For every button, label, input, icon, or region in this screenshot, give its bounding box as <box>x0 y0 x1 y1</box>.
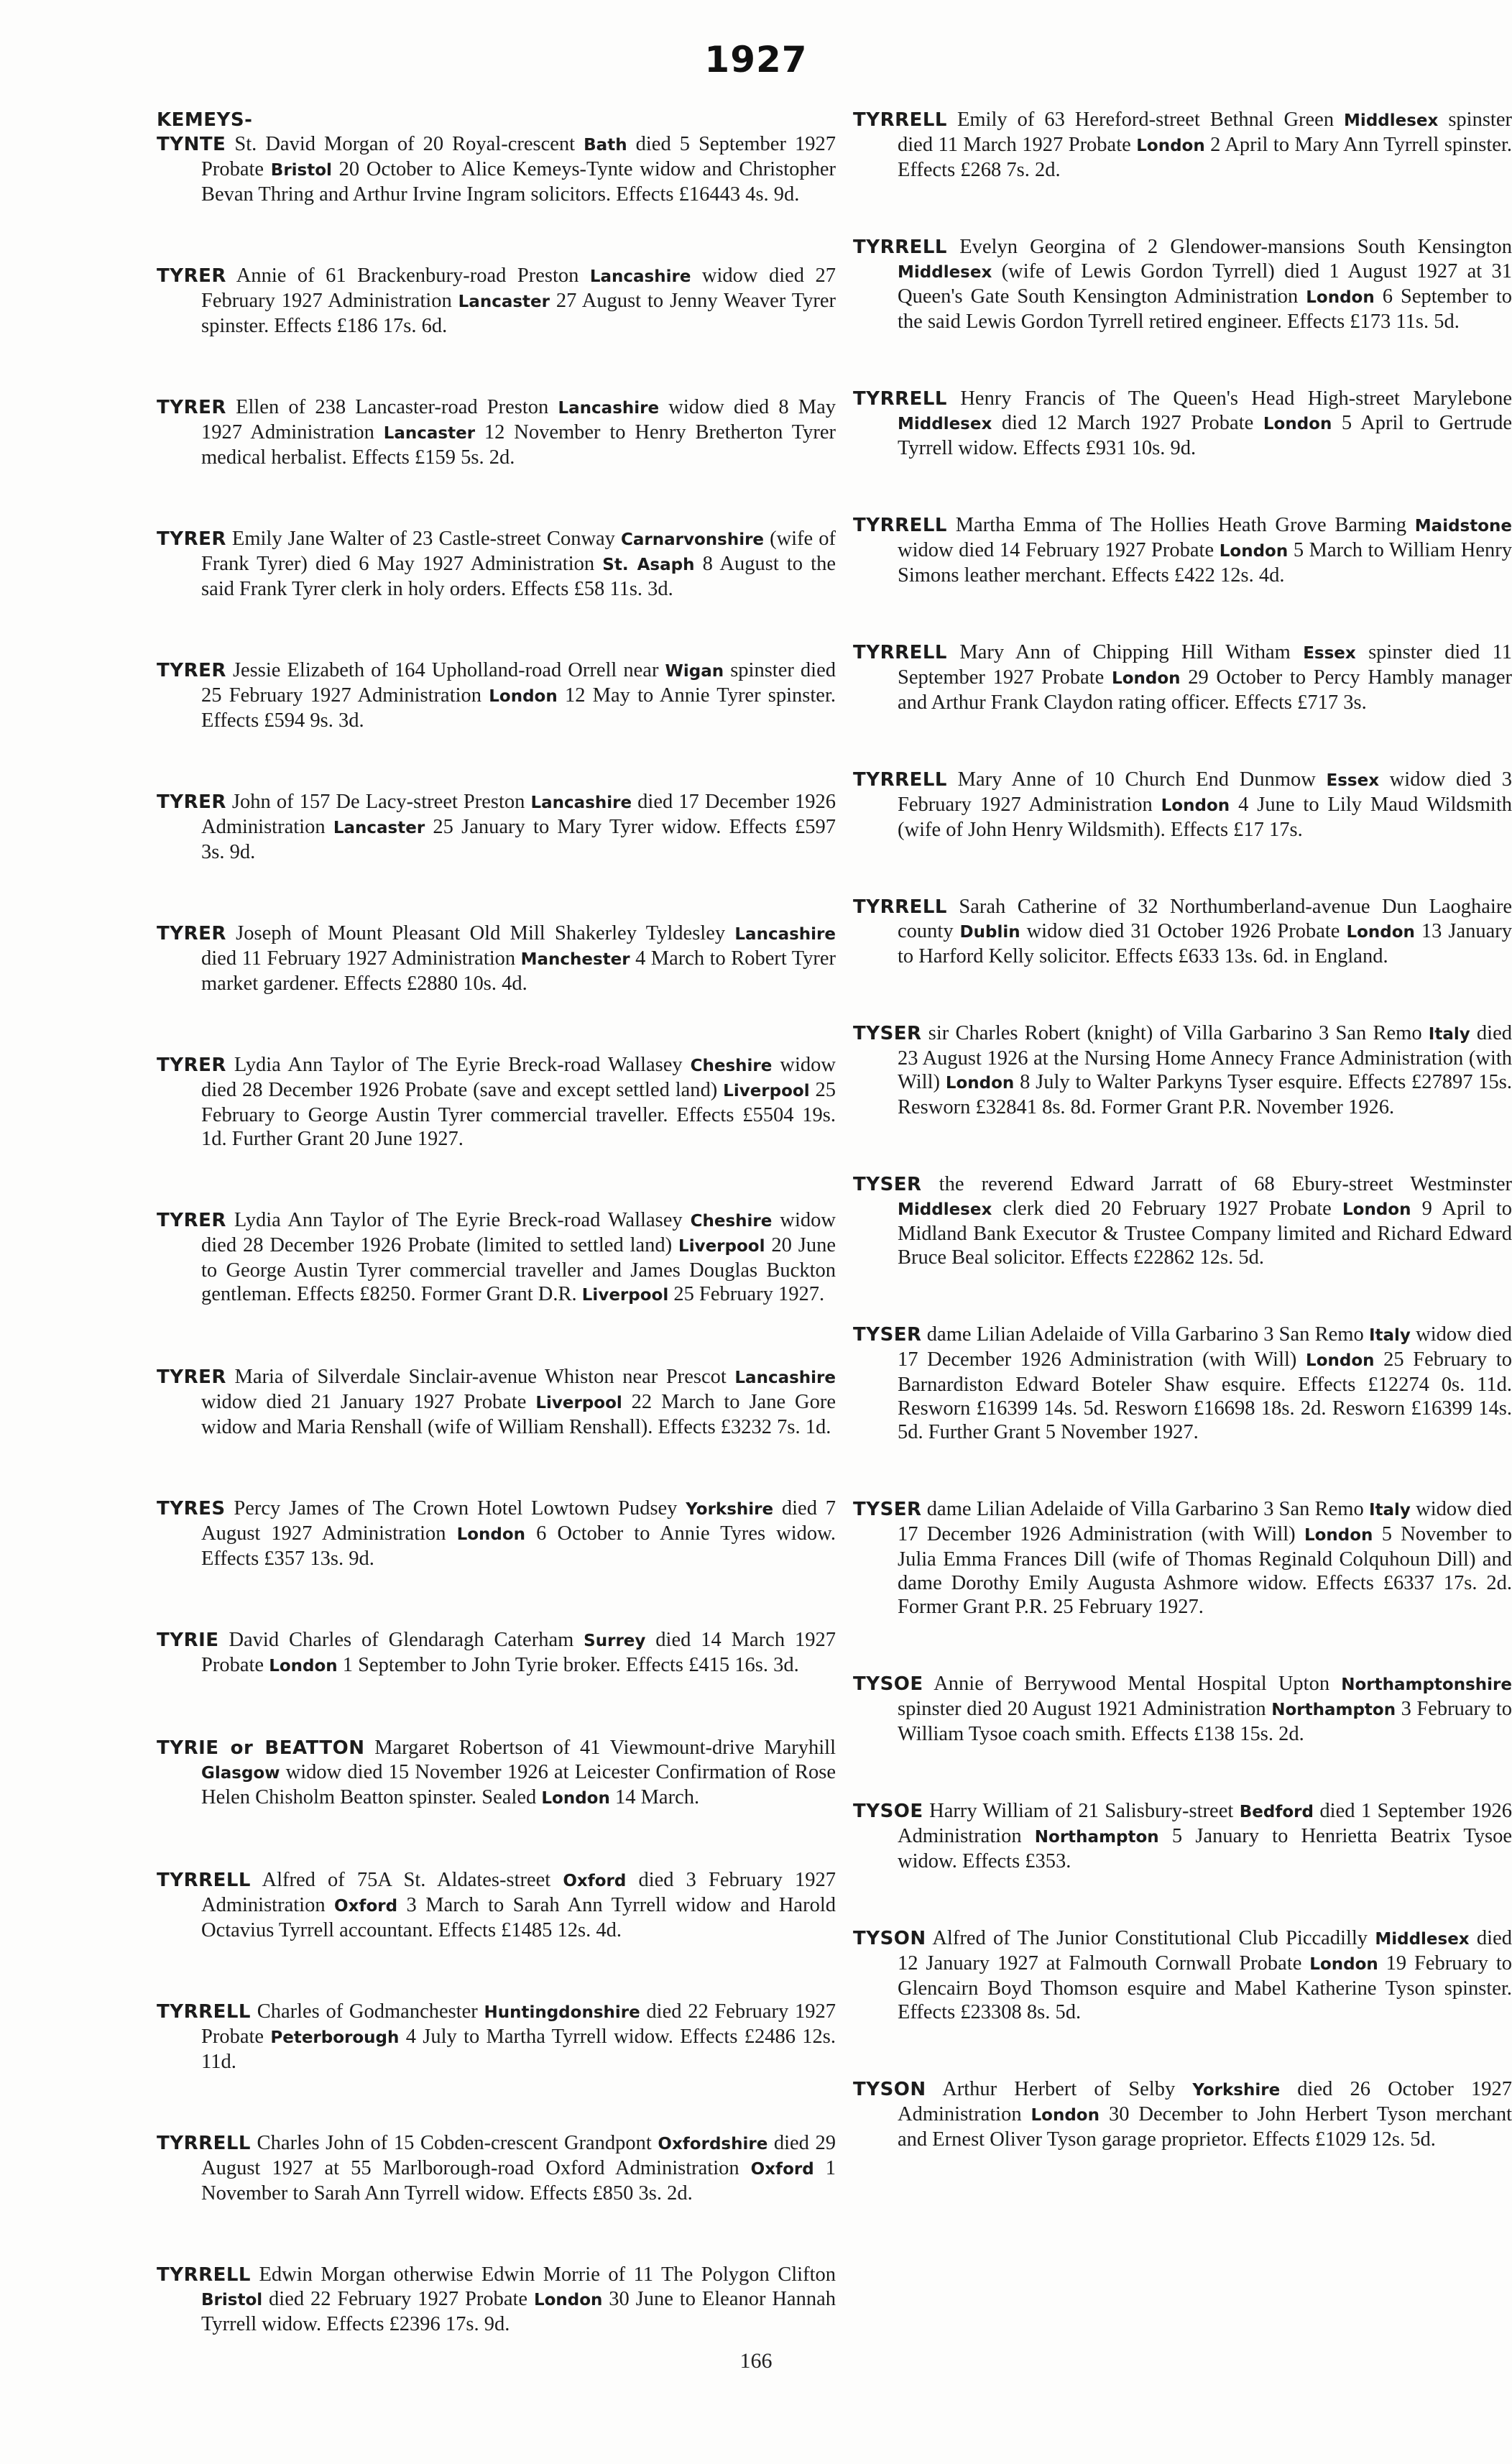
entry-surname: TYSON <box>853 1928 926 1949</box>
entry-text: Emily of 63 Hereford-street Bethnal Green <box>947 109 1345 131</box>
entry-text: 25 February 1927. <box>668 1283 825 1305</box>
register-entry <box>853 1672 1512 1746</box>
register-entry <box>853 1323 1512 1444</box>
entry-text: Lydia Ann Taylor of The Eyrie Breck-road Wallasey <box>226 1054 691 1076</box>
entry-text: died 3 February 1927 Administration <box>201 1869 836 1916</box>
entry-surname: TYRIE <box>157 1629 219 1651</box>
entry-text: Jessie Elizabeth of 164 Upholland-road Orrell near <box>226 659 665 681</box>
entry-place: Bath <box>584 136 627 155</box>
entry-text: 25 January to Mary Tyrer widow. Effects £597 3s. 9d. <box>201 816 836 863</box>
register-entry <box>157 108 836 132</box>
register-entry <box>853 1926 1512 2024</box>
entry-surname: TYRER <box>157 660 226 681</box>
page-year-heading: 1927 <box>704 39 808 81</box>
entry-place: London <box>1304 1526 1373 1545</box>
entry-text: Emily Jane Walter of 23 Castle-street Conway <box>226 528 621 550</box>
register-entry <box>853 513 1512 587</box>
entry-text: clerk died 20 February 1927 Probate <box>992 1197 1342 1220</box>
entry-place: London <box>269 1657 338 1675</box>
entry-place: Lancashire <box>734 925 836 944</box>
entry-surname: TYRER <box>157 1366 226 1388</box>
entry-place: Liverpool <box>678 1237 765 1256</box>
entry-text: Martha Emma of The Hollies Heath Grove Barming <box>947 514 1415 536</box>
entry-surname: TYRRELL <box>157 2001 251 2023</box>
entry-text: 1 September to John Tyrie broker. Effects £415 16s. 3d. <box>337 1654 799 1676</box>
entry-place: Yorkshire <box>1192 2081 1281 2100</box>
entry-place: Liverpool <box>535 1394 622 1412</box>
entry-surname: TYRRELL <box>157 2264 251 2286</box>
register-entry <box>853 768 1512 842</box>
entry-place: Huntingdonshire <box>484 2003 640 2022</box>
entry-text: Evelyn Georgina of 2 Glendower-mansions South Kensington <box>947 236 1512 258</box>
register-entry <box>157 1497 836 1571</box>
entry-text: died 11 February 1927 Administration <box>201 947 521 970</box>
entry-text: 5 April to Gertrude Tyrrell widow. Effects £931 10s. 9d. <box>898 412 1512 459</box>
entry-surname: KEMEYS- <box>157 109 253 131</box>
entry-text: 14 March. <box>609 1786 700 1808</box>
entry-place: Northampton <box>1034 1828 1159 1847</box>
entry-place: Middlesex <box>898 415 992 433</box>
register-entry <box>157 1365 836 1439</box>
register-entry <box>157 2263 836 2336</box>
entry-text: 22 March to Jane Gore widow and Maria Renshall (wife of William Renshall). Effects £3232 7s. 1d. <box>201 1391 836 1438</box>
register-entry <box>853 2077 1512 2151</box>
entry-text: 3 March to Sarah Ann Tyrrell widow and Harold Octavius Tyrrell accountant. Effects £1485 12s. 4d. <box>201 1894 836 1941</box>
entry-place: London <box>1112 669 1181 688</box>
entry-place: London <box>1342 1200 1411 1219</box>
entry-place: London <box>1309 1955 1378 1974</box>
entry-surname: TYRER <box>157 1054 226 1076</box>
entry-place: Middlesex <box>898 1200 992 1219</box>
entry-text: John of 157 De Lacy-street Preston <box>226 791 531 813</box>
register-entry <box>157 1628 836 1678</box>
entry-text: died 5 September 1927 Probate <box>201 133 836 180</box>
left-column <box>157 108 836 2394</box>
entry-place: Manchester <box>520 950 630 969</box>
entry-text: died 1 September 1926 Administration <box>898 1800 1512 1847</box>
entry-surname: TYRER <box>157 1210 226 1231</box>
entry-place: Dublin <box>959 923 1020 942</box>
register-entry <box>853 1799 1512 1873</box>
entry-text: Edwin Morgan otherwise Edwin Morrie of 11 The Polygon Clifton <box>251 2263 836 2286</box>
entry-text: 19 February to Glencairn Boyd Thomson esquire and Mabel Katherine Tyson spinster. Effects £23308 8s. 5d. <box>898 1952 1512 2023</box>
entry-text: died 22 February 1927 Probate <box>262 2288 534 2310</box>
register-entry <box>853 895 1512 968</box>
entry-text: widow died 8 May 1927 Administration <box>201 396 836 443</box>
entry-text: widow died 3 February 1927 Administration <box>898 768 1512 816</box>
entry-place: Bristol <box>270 161 332 180</box>
entry-surname: TYRER <box>157 791 226 813</box>
entry-surname: TYRRELL <box>853 388 947 410</box>
entry-text: 12 May to Annie Tyrer spinster. Effects £594 9s. 3d. <box>201 684 836 732</box>
entry-surname: TYSER <box>853 1324 922 1346</box>
entry-place: Middlesex <box>898 263 992 282</box>
entry-place: London <box>1031 2106 1100 2125</box>
register-entry <box>853 1172 1512 1269</box>
register-entry <box>157 132 836 206</box>
entry-place: London <box>1219 542 1289 561</box>
entry-text: Joseph of Mount Pleasant Old Mill Shakerley Tyldesley <box>226 922 735 944</box>
entry-surname: TYRER <box>157 265 226 287</box>
entry-text: 9 April to Midland Bank Executor & Trustee Company limited and Richard Edward Bruce Beal solicitor. Effects £22862 12s. 5d. <box>898 1197 1512 1269</box>
entry-surname: TYRRELL <box>157 2133 251 2154</box>
entry-place: Lancaster <box>333 819 425 837</box>
entry-text: widow died 14 February 1927 Probate <box>898 539 1220 561</box>
entry-text: 30 December to John Herbert Tyson merchant and Ernest Oliver Tyson garage proprietor. Effects £1029 12s. 5d. <box>898 2103 1512 2151</box>
entry-surname: TYSOE <box>853 1673 923 1695</box>
entry-surname: TYRRELL <box>853 515 947 536</box>
entry-text: Sarah Catherine of 32 Northumberland-avenue Dun Laoghaire county <box>898 896 1512 942</box>
entry-surname: TYRIE or BEATTON <box>157 1737 365 1759</box>
entry-text: Mary Anne of 10 Church End Dunmow <box>947 768 1327 791</box>
entry-place: London <box>456 1525 526 1544</box>
entry-surname: TYSER <box>853 1499 922 1520</box>
entry-place: Bristol <box>201 2291 263 2309</box>
entry-place: Northampton <box>1271 1701 1396 1719</box>
entry-place: St. Asaph <box>602 556 695 574</box>
entry-text: 8 August to the said Frank Tyrer clerk in holy orders. Effects £58 11s. 3d. <box>201 553 836 600</box>
register-entry <box>157 2131 836 2205</box>
entry-place: London <box>541 1789 610 1808</box>
entry-surname: TYRRELL <box>853 896 947 918</box>
entry-place: Italy <box>1368 1501 1411 1520</box>
entry-text: 25 February to George Austin Tyrer commercial traveller. Effects £5504 19s. 1d. Further Grant 20 June 1927. <box>201 1079 836 1150</box>
entry-place: Glasgow <box>201 1764 280 1783</box>
entry-text: 2 April to Mary Ann Tyrrell spinster. Effects £268 7s. 2d. <box>898 134 1512 181</box>
entry-text: widow died 28 December 1926 Probate (save and except settled land) <box>201 1054 836 1101</box>
entry-text: 27 August to Jenny Weaver Tyrer spinster. Effects £186 17s. 6d. <box>201 290 836 337</box>
entry-text: Mary Ann of Chipping Hill Witham <box>947 641 1304 663</box>
register-entry <box>157 264 836 338</box>
entry-place: Italy <box>1428 1025 1470 1044</box>
entry-place: Maidstone <box>1414 517 1512 535</box>
right-column <box>853 108 1512 2205</box>
entry-text: widow died 28 December 1926 Probate (limited to settled land) <box>201 1209 836 1256</box>
entry-text: 29 October to Percy Hambly manager and Arthur Frank Claydon rating officer. Effects £717 3s. <box>898 666 1512 714</box>
entry-place: London <box>1346 923 1415 942</box>
entry-place: Northamptonshire <box>1341 1675 1512 1694</box>
entry-text: 8 July to Walter Parkyns Tyser esquire. Effects £27897 15s. Resworn £32841 8s. 8d. Former Grant P.R. November 1926. <box>898 1071 1512 1118</box>
register-entry <box>853 1497 1512 1619</box>
entry-text: died 12 January 1927 at Falmouth Cornwall Probate <box>898 1927 1512 1975</box>
entry-text: 5 November to Julia Emma Frances Dill (wife of Thomas Reginald Colquhoun Dill) and dame Dorothy Emily Augusta Ashmore widow. Effects £6337 17s. 2d. Former Grant P.R. 25 February 1927. <box>898 1523 1512 1618</box>
entry-surname: TYRRELL <box>853 236 947 258</box>
register-entry <box>853 108 1512 182</box>
entry-surname: TYRES <box>157 1498 226 1520</box>
entry-place: Carnarvonshire <box>620 530 765 549</box>
entry-text: 5 March to William Henry Simons leather merchant. Effects £422 12s. 4d. <box>898 539 1512 587</box>
entry-place: Liverpool <box>723 1082 810 1100</box>
entry-place: London <box>533 2291 603 2309</box>
entry-text: 1 November to Sarah Ann Tyrrell widow. Effects £850 3s. 2d. <box>201 2157 836 2205</box>
entry-text: St. David Morgan of 20 Royal-crescent <box>226 133 584 155</box>
entry-place: London <box>1263 415 1332 433</box>
entry-surname: TYNTE <box>157 134 226 155</box>
entry-place: London <box>1306 1351 1375 1370</box>
entry-text: Margaret Robertson of 41 Viewmount-drive Maryhill <box>364 1737 836 1759</box>
entry-place: London <box>1306 288 1375 307</box>
entry-place: London <box>1161 796 1230 815</box>
entry-text: widow died 31 October 1926 Probate <box>1020 920 1347 942</box>
entry-surname: TYRRELL <box>157 1870 251 1891</box>
entry-text: 4 March to Robert Tyrer market gardener. Effects £2880 10s. 4d. <box>201 947 836 995</box>
entry-text: died 14 March 1927 Probate <box>201 1629 836 1676</box>
entry-text: (wife of Lewis Gordon Tyrrell) died 1 August 1927 at 31 Queen's Gate South Kensington Administration <box>898 260 1512 308</box>
register-entry <box>853 235 1512 334</box>
entry-surname: TYRER <box>157 528 226 550</box>
entry-text: Maria of Silverdale Sinclair-avenue Whiston near Prescot <box>226 1366 735 1388</box>
entry-place: Lancaster <box>383 424 476 443</box>
entry-text: (wife of Frank Tyrer) died 6 May 1927 Administration <box>201 528 836 575</box>
entry-place: London <box>945 1074 1015 1093</box>
register-entry <box>157 1868 836 1942</box>
entry-text: spinster died 11 March 1927 Probate <box>898 109 1512 156</box>
entry-place: Lancaster <box>458 293 550 311</box>
register-entry <box>157 395 836 469</box>
entry-place: Peterborough <box>270 2028 400 2047</box>
entry-place: Middlesex <box>1375 1930 1470 1949</box>
entry-place: Oxford <box>334 1897 398 1916</box>
entry-text: sir Charles Robert (knight) of Villa Garbarino 3 San Remo <box>921 1022 1429 1044</box>
entry-text: 20 June to George Austin Tyrer commercial traveller and James Douglas Buckton gentleman. Effects £8250. Former Grant D.R. <box>201 1234 836 1305</box>
entry-place: Bedford <box>1239 1803 1314 1821</box>
entry-text: widow died 27 February 1927 Administration <box>201 265 836 312</box>
register-entry <box>157 1053 836 1151</box>
entry-text: spinster died 20 August 1921 Administration <box>898 1698 1272 1720</box>
entry-place: Cheshire <box>690 1057 773 1075</box>
entry-text: died 7 August 1927 Administration <box>201 1497 836 1545</box>
entry-place: Italy <box>1368 1326 1411 1345</box>
entry-place: Essex <box>1303 644 1356 663</box>
entry-text: died 17 December 1926 Administration <box>201 791 836 838</box>
entry-place: London <box>1136 137 1205 155</box>
register-entry <box>853 640 1512 714</box>
entry-text: 4 July to Martha Tyrrell widow. Effects £2486 12s. 11d. <box>201 2026 836 2073</box>
entry-place: Liverpool <box>581 1286 669 1305</box>
entry-text: died 29 August 1927 at 55 Marlborough-road Oxford Administration <box>201 2132 836 2179</box>
entry-place: Surrey <box>584 1632 646 1650</box>
entry-text: died 12 March 1927 Probate <box>992 412 1263 434</box>
entry-text: dame Lilian Adelaide of Villa Garbarino 3 San Remo <box>921 1498 1369 1520</box>
entry-text: 4 June to Lily Maud Wildsmith (wife of John Henry Wildsmith). Effects £17 17s. <box>898 794 1512 841</box>
entry-text: the reverend Edward Jarratt of 68 Ebury-street Westminster <box>921 1173 1512 1195</box>
entry-text: died 22 February 1927 Probate <box>201 2000 836 2048</box>
entry-surname: TYRER <box>157 397 226 418</box>
entry-place: Oxford <box>750 2160 814 2179</box>
entry-text: Arthur Herbert of Selby <box>926 2078 1193 2100</box>
entry-text: 5 January to Henrietta Beatrix Tysoe widow. Effects £353. <box>898 1825 1512 1872</box>
entry-text: widow died 17 December 1926 Administration (with Will) <box>898 1498 1512 1545</box>
entry-text: 6 September to the said Lewis Gordon Tyrrell retired engineer. Effects £173 11s. 5d. <box>898 285 1512 333</box>
entry-text: David Charles of Glendaragh Caterham <box>218 1629 584 1651</box>
entry-text: 3 February to William Tysoe coach smith. Effects £138 15s. 2d. <box>898 1698 1512 1745</box>
entry-place: Middlesex <box>1344 111 1439 130</box>
entry-place: Lancashire <box>589 267 691 286</box>
register-entry <box>157 1736 836 1811</box>
entry-place: Lancashire <box>734 1369 836 1387</box>
entry-surname: TYRER <box>157 923 226 944</box>
entry-place: London <box>489 687 558 706</box>
entry-text: 20 October to Alice Kemeys-Tynte widow and Christopher Bevan Thring and Arthur Irvine Ingram solicitors. Effects £16443 4s. 9d. <box>201 158 836 206</box>
entry-place: Cheshire <box>690 1212 773 1231</box>
entry-surname: TYSER <box>853 1023 922 1044</box>
entry-place: Lancashire <box>558 399 660 418</box>
register-entry <box>853 387 1512 460</box>
entry-text: Harry William of 21 Salisbury-street <box>923 1800 1240 1822</box>
entry-place: Yorkshire <box>686 1500 774 1519</box>
entry-text: Annie of 61 Brackenbury-road Preston <box>226 265 590 287</box>
entry-surname: TYRRELL <box>853 769 947 791</box>
entry-text: Percy James of The Crown Hotel Lowtown Pudsey <box>225 1497 686 1520</box>
entry-place: Oxfordshire <box>658 2135 768 2153</box>
register-entry <box>157 921 836 996</box>
register-entry <box>157 2000 836 2074</box>
entry-text: Henry Francis of The Queen's Head High-street Marylebone <box>947 387 1512 410</box>
entry-surname: TYRRELL <box>853 109 947 131</box>
entry-text: Lydia Ann Taylor of The Eyrie Breck-road Wallasey <box>226 1209 691 1231</box>
entry-text: spinster died 11 September 1927 Probate <box>898 641 1512 689</box>
register-entry <box>853 1021 1512 1119</box>
entry-text: Ellen of 238 Lancaster-road Preston <box>226 396 558 418</box>
entry-text: widow died 17 December 1926 Administration (with Will) <box>898 1323 1512 1371</box>
entry-surname: TYSER <box>853 1174 922 1195</box>
entry-text: Charles John of 15 Cobden-crescent Grandpont <box>251 2132 658 2154</box>
register-entry <box>157 527 836 601</box>
entry-text: 25 February to Barnardiston Edward Boteler Shaw esquire. Effects £12274 0s. 11d. Resworn £16399 14s. 5d. Resworn £16698 18s. 2d. Resworn £16399 14s. 5d. Further Grant 5 November 1927. <box>898 1348 1512 1443</box>
entry-text: died 26 October 1927 Administration <box>898 2078 1512 2125</box>
entry-text: Annie of Berrywood Mental Hospital Upton <box>923 1673 1342 1695</box>
entry-place: Oxford <box>563 1872 627 1890</box>
entry-surname: TYSON <box>853 2079 926 2100</box>
entry-text: 30 June to Eleanor Hannah Tyrrell widow. Effects £2396 17s. 9d. <box>201 2288 836 2335</box>
entry-text: Charles of Godmanchester <box>251 2000 484 2023</box>
entry-text: 13 January to Harford Kelly solicitor. Effects £633 13s. 6d. in England. <box>898 920 1512 967</box>
entry-text: widow died 21 January 1927 Probate <box>201 1391 536 1413</box>
entry-text: dame Lilian Adelaide of Villa Garbarino 3 San Remo <box>921 1323 1369 1346</box>
entry-text: died 23 August 1926 at the Nursing Home Annecy France Administration (with Will) <box>898 1022 1512 1093</box>
entry-text: spinster died 25 February 1927 Administration <box>201 659 836 707</box>
entry-surname: TYRRELL <box>853 642 947 663</box>
entry-text: 12 November to Henry Bretherton Tyrer medical herbalist. Effects £159 5s. 2d. <box>201 421 836 469</box>
entry-surname: TYSOE <box>853 1801 923 1822</box>
page-number: 166 <box>739 2349 773 2373</box>
entry-text: widow died 15 November 1926 at Leicester Confirmation of Rose Helen Chisholm Beatton spinster. Sealed <box>201 1761 836 1808</box>
entry-text: Alfred of The Junior Constitutional Club Piccadilly <box>926 1927 1375 1949</box>
entry-text: Alfred of 75A St. Aldates-street <box>251 1869 563 1891</box>
entry-text: 6 October to Annie Tyres widow. Effects £357 13s. 9d. <box>201 1522 836 1570</box>
entry-place: Lancashire <box>530 794 632 812</box>
entry-place: Essex <box>1326 771 1380 790</box>
register-entry <box>157 1208 836 1307</box>
register-entry <box>157 658 836 732</box>
entry-place: Wigan <box>665 662 724 681</box>
register-entry <box>157 790 836 864</box>
